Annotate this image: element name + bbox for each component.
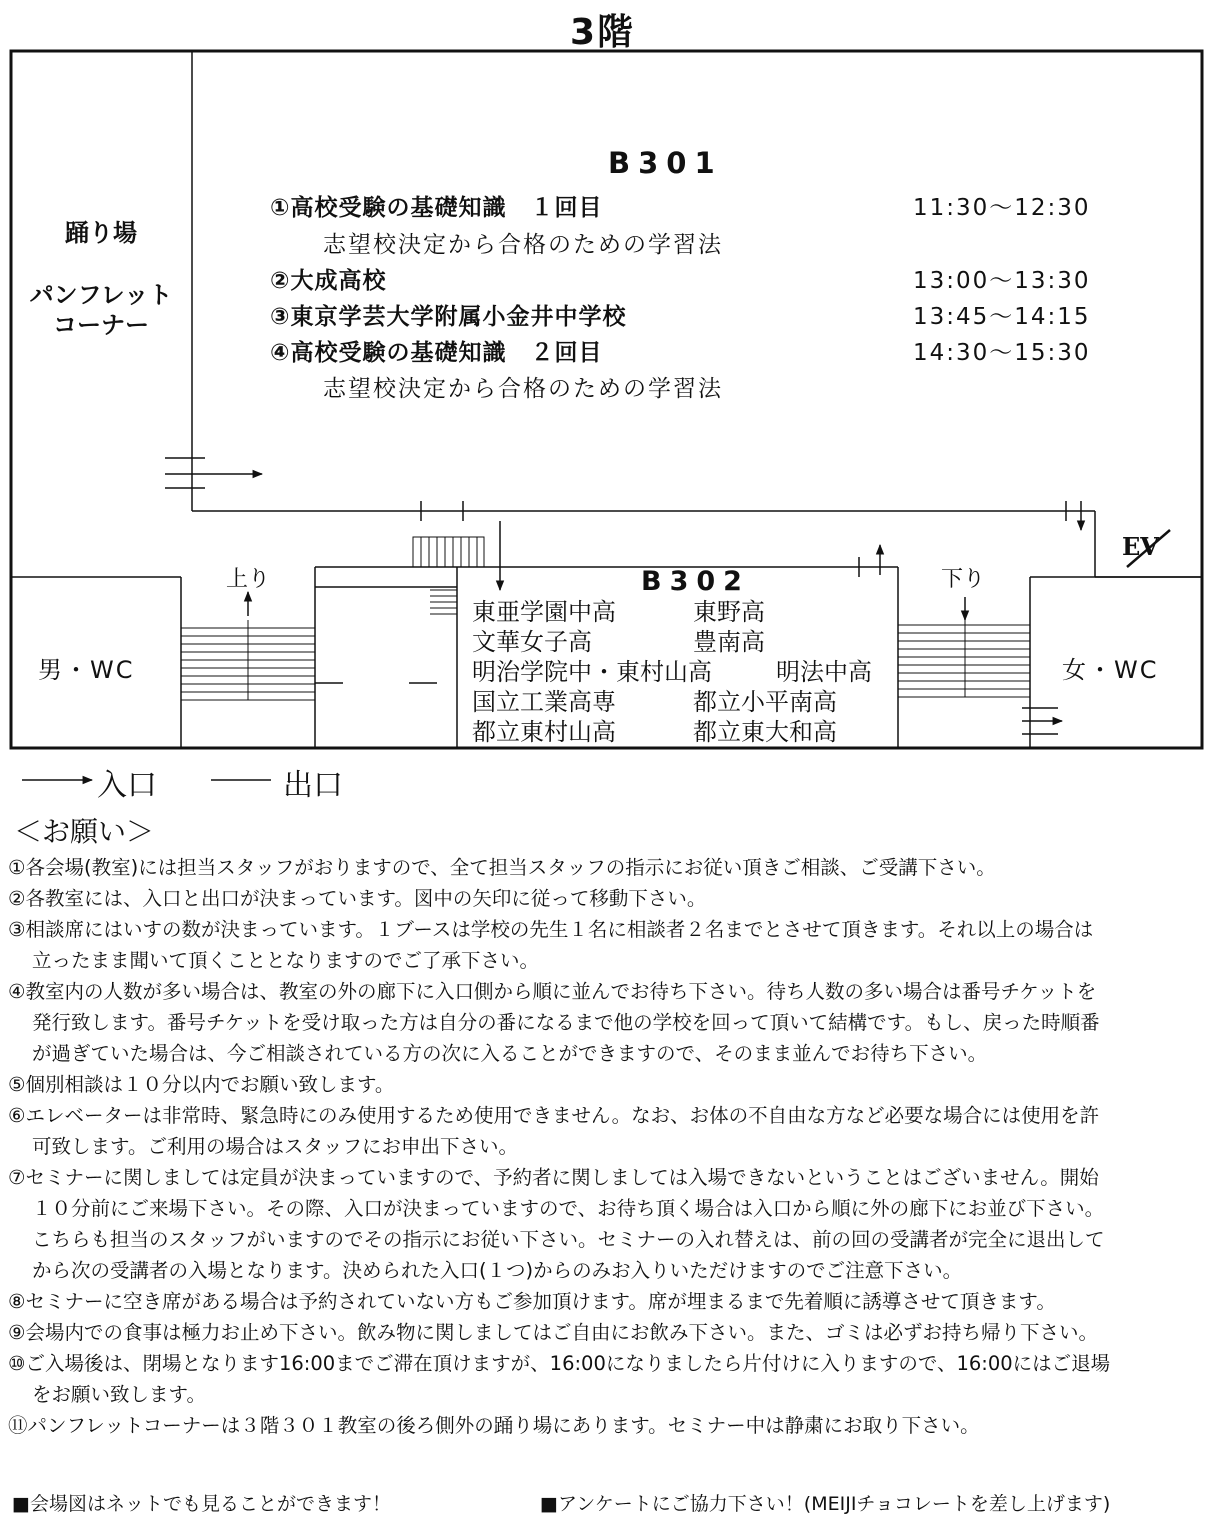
request-item: ①各会場(教室)には担当スタッフがおりますので、全て担当スタッフの指示にお従い頂きご相談、ご受講下さい。 [8, 856, 996, 879]
request-item: ⑥エレベーターは非常時、緊急時にのみ使用するため使用できません。なお、お体の不自由な方など必要な場合には使用を許 可致します。ご利用の場合はスタッフにお申出下さい。 [8, 1104, 1100, 1158]
b302-school: 都立東大和高 [693, 718, 837, 746]
request-item: ④教室内の人数が多い場合は、教室の外の廊下に入口側から順に並んでお待ち下さい。待ち人数の多い場合は番号チケットを 発行致します。番号チケットを受け取った方は自分の番になるまで他の学校を回って頂いて結構です。もし、戻った時順番 が過ぎていた場合は、今ご相談されている方の次に入ることができますので、そのまま並んでお待ち下さい。 [8, 980, 1100, 1065]
exit-legend-label: 出口 [283, 768, 343, 803]
stairs-up [181, 620, 315, 700]
b302-school: 文華女子高 [472, 628, 592, 656]
b302-school: 東野高 [693, 598, 765, 626]
room-b302-title: B302 [641, 566, 750, 597]
schedule-item-1: ①高校受験の基礎知識 １回目 [270, 195, 603, 221]
request-item: ②各教室には、入口と出口が決まっています。図中の矢印に従って移動下さい。 [8, 887, 707, 910]
request-item: ⑪パンフレットコーナーは３階３０１教室の後ろ側外の踊り場にあります。セミナー中は静粛にお取り下さい。 [8, 1414, 980, 1437]
schedule-sub-4: 志望校決定から合格のための学習法 [323, 376, 723, 402]
requests-list [8, 852, 1198, 1441]
schedule-time-3: 13:45〜14:15 [913, 304, 1091, 330]
request-item: ③相談席にはいすの数が決まっています。１ブースは学校の先生１名に相談者２名までとさせて頂きます。それ以上の場合は 立ったまま聞いて頂くこととなりますのでご了承下さい。 [8, 918, 1094, 972]
room-b301-title: B301 [608, 146, 723, 180]
request-item: ⑧セミナーに空き席がある場合は予約されていない方もご参加頂けます。席が埋まるまで先着順に誘導させて頂きます。 [8, 1290, 1056, 1313]
entrance-legend-label: 入口 [97, 768, 157, 803]
mens-restroom-label: 男・WC [38, 656, 135, 684]
stairs-up-label: 上り [226, 567, 271, 592]
schedule-time-4: 14:30〜15:30 [913, 340, 1091, 366]
request-item: ⑤個別相談は１０分以内でお願い致します。 [8, 1073, 395, 1096]
schedule-item-2: ②大成高校 [270, 268, 387, 294]
request-item: ⑩ご入場後は、閉場となります16:00までご滞在頂けますが、16:00になりましたら片付けに入りますので、16:00にはご退場 をお願い致します。 [8, 1352, 1111, 1406]
b302-school: 明治学院中・東村山高 [472, 658, 712, 686]
b302-school: 都立小平南高 [693, 688, 837, 716]
pamphlet-corner-line2: コーナー [53, 311, 149, 339]
b302-school: 国立工業高専 [472, 688, 616, 716]
footer-note-right: ■アンケートにご協力下さい！(MEIJIチョコレートを差し上げます) [540, 1493, 1111, 1515]
landing-label: 踊り場 [65, 219, 137, 247]
womens-restroom-label: 女・WC [1062, 656, 1159, 684]
footer-note-left: ■会場図はネットでも見ることができます！ [12, 1493, 391, 1515]
stairs-down-label: 下り [941, 567, 986, 592]
schedule-item-3: ③東京学芸大学附属小金井中学校 [270, 304, 627, 330]
b302-school: 東亜学園中高 [472, 598, 616, 626]
schedule-item-4: ④高校受験の基礎知識 ２回目 [270, 340, 603, 366]
pamphlet-corner-line1: パンフレット [29, 281, 173, 309]
schedule-sub-1: 志望校決定から合格のための学習法 [323, 232, 723, 258]
floor-title: 3階 [569, 12, 636, 53]
elevator-label: EV [1122, 532, 1159, 561]
b302-school: 明法中高 [776, 658, 872, 686]
exit-legend-line [209, 765, 279, 795]
schedule-time-2: 13:00〜13:30 [913, 268, 1091, 294]
stairs-down [898, 617, 1030, 697]
schedule-time-1: 11:30〜12:30 [913, 195, 1091, 221]
b302-school: 豊南高 [693, 628, 765, 656]
request-item: ⑨会場内での食事は極力お止め下さい。飲み物に関しましてはご自由にお飲み下さい。また、ゴミは必ずお持ち帰り下さい。 [8, 1321, 1098, 1344]
b302-school: 都立東村山高 [472, 718, 616, 746]
requests-title: ＜お願い＞ [14, 815, 155, 848]
request-item: ⑦セミナーに関しましては定員が決まっていますので、予約者に関しましては入場できないということはございません。開始 １０分前にご来場下さい。その際、入口が決まっていますので、お待ち頂く場合は入口から順に外の廊下にお並び下さい。 こちらも担当のスタッフがいますのでその指示にお従い下さい。セミナーの入れ替えは、前の回の受講者が完全に退出して から次の受講者の入場となります。決められた入口(１つ)からのみお入りいただけますのでご注意下さい。 [8, 1166, 1105, 1282]
